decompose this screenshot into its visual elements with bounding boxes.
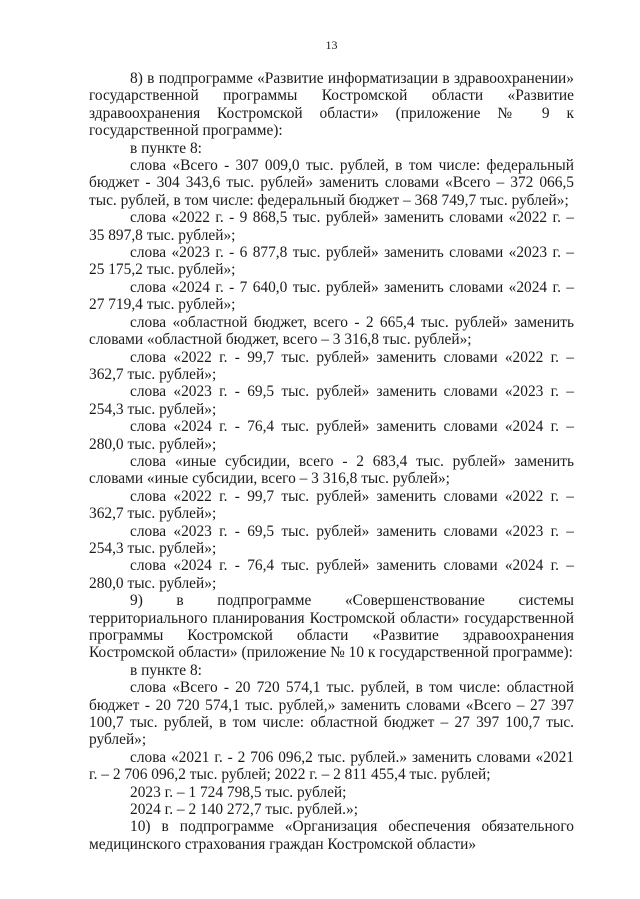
paragraph: слова «2023 г. - 69,5 тыс. рублей» заменить словами «2023 г. – 254,3 тыс. рублей»;: [89, 522, 574, 557]
paragraph: слова «Всего - 20 720 574,1 тыс. рублей, в том числе: областной бюджет - 20 720 574,1 тыс. рублей,» заменить словами «Всего – 27 397 100,7 тыс. рублей, в том числе: областной бюджет – 27 397 100,7 тыс. рублей»;: [89, 679, 574, 749]
paragraph: слова «2024 г. - 76,4 тыс. рублей» заменить словами «2024 г. – 280,0 тыс. рублей»;: [89, 557, 574, 592]
paragraph: слова «областной бюджет, всего - 2 665,4 тыс. рублей» заменить словами «областной бюджет, всего – 3 316,8 тыс. рублей»;: [89, 313, 574, 349]
paragraph: слова «2021 г. - 2 706 096,2 тыс. рублей.» заменить словами «2021 г. – 2 706 096,2 тыс. рублей; 2022 г. – 2 811 455,4 тыс. рублей;: [89, 748, 574, 784]
paragraph: слова «2022 г. - 99,7 тыс. рублей» заменить словами «2022 г. – 362,7 тыс. рублей»;: [89, 348, 574, 383]
paragraph: слова «Всего - 307 009,0 тыс. рублей, в том числе: федеральный бюджет - 304 343,6 тыс. рублей» заменить словами «Всего – 372 066,5 тыс. рублей, в том числе: федеральный бюджет – 368 749,7 тыс. рублей»;: [89, 157, 574, 209]
paragraph: 9) в подпрограмме «Совершенствование системы территориального планирования Костромской области» государственной программы Костромской области «Развитие здравоохранения Костромской области» (приложение № 10 к государственной программе):: [89, 592, 574, 662]
document-body: [89, 70, 574, 853]
paragraph: 2024 г. – 2 140 272,7 тыс. рублей.»;: [130, 801, 358, 819]
paragraph: слова «иные субсидии, всего - 2 683,4 тыс. рублей» заменить словами «иные субсидии, всего – 3 316,8 тыс. рублей»;: [89, 452, 574, 488]
paragraph: в пункте 8:: [130, 661, 202, 679]
paragraph: слова «2024 г. - 7 640,0 тыс. рублей» заменить словами «2024 г. – 27 719,4 тыс. рублей»;: [89, 278, 574, 314]
paragraph: 10) в подпрограмме «Организация обеспечения обязательного медицинского страхования граждан Костромской области»: [89, 818, 574, 853]
page-number: 13: [325, 38, 338, 52]
paragraph: слова «2023 г. - 6 877,8 тыс. рублей» заменить словами «2023 г. – 25 175,2 тыс. рублей»;: [89, 244, 574, 279]
paragraph: в пункте 8:: [130, 139, 202, 157]
paragraph: слова «2023 г. - 69,5 тыс. рублей» заменить словами «2023 г. – 254,3 тыс. рублей»;: [89, 383, 574, 418]
paragraph: 2023 г. – 1 724 798,5 тыс. рублей;: [130, 783, 347, 801]
paragraph: 8) в подпрограмме «Развитие информатизации в здравоохранении» государственной программы Костромской области «Развитие здравоохранения Костромской области» (приложение № 9 к государственной программе):: [89, 70, 574, 140]
paragraph: слова «2022 г. - 99,7 тыс. рублей» заменить словами «2022 г. – 362,7 тыс. рублей»;: [89, 487, 574, 523]
paragraph: слова «2024 г. - 76,4 тыс. рублей» заменить словами «2024 г. – 280,0 тыс. рублей»;: [89, 418, 574, 453]
paragraph: слова «2022 г. - 9 868,5 тыс. рублей» заменить словами «2022 г. – 35 897,8 тыс. рублей»;: [89, 209, 574, 244]
